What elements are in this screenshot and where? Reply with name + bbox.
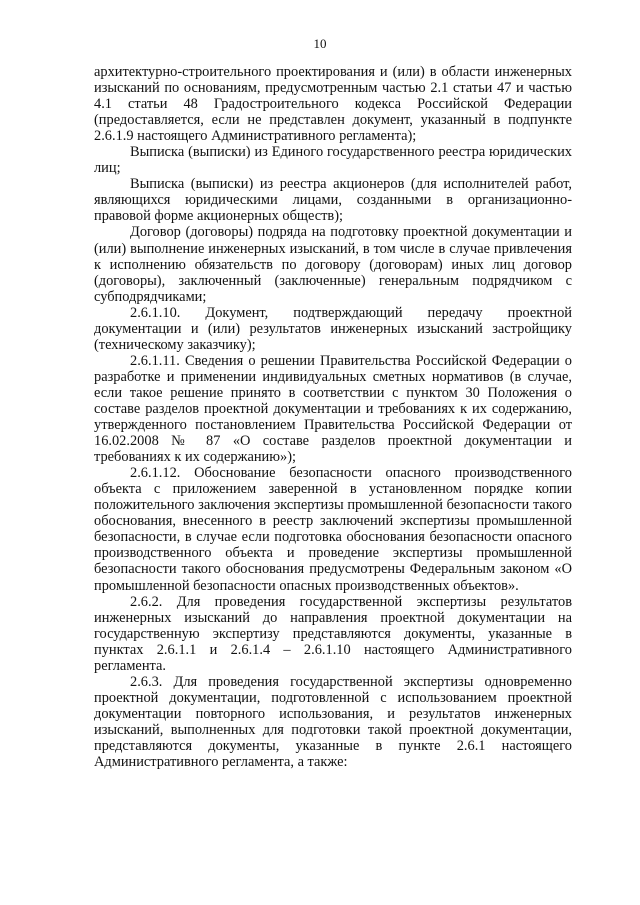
document-body bbox=[94, 64, 572, 770]
paragraph-2-6-3: 2.6.3. Для проведения государственной экспертизы одновременно проектной документации, подготовленной с использованием проектной документации повторного использования, и результатов инженерных изысканий, выполненных для подготовки такой проектной документации, представляются документы, указанные в пункте 2.6.1 настоящего Административного регламента, а также: bbox=[94, 673, 572, 771]
paragraph-2-6-1-11: 2.6.1.11. Сведения о решении Правительства Российской Федерации о разработке и применении индивидуальных сметных нормативов (в случае, если такое решение принято в соответствии с пунктом 30 Положения о составе разделов проектной документации и требованиях к их содержанию, утвержденного постановлением Правительства Российской Федерации от 16.02.2008 № 87 «О составе разделов проектной документации и требованиях к их содержанию»); bbox=[94, 352, 572, 466]
paragraph-2-6-1-10: 2.6.1.10. Документ, подтверждающий передачу проектной документации и (или) результатов инженерных изысканий застройщику (техническому заказчику); bbox=[94, 304, 572, 353]
paragraph-shareholders-extract: Выписка (выписки) из реестра акционеров (для исполнителей работ, являющихся юридическими лицами, созданными в организационно-правовой форме акционерных обществ); bbox=[94, 176, 572, 225]
paragraph-2-6-1-12: 2.6.1.12. Обоснование безопасности опасного производственного объекта с приложением заверенной в установленном порядке копии положительного заключения экспертизы промышленной безопасности такого обоснования, внесенного в реестр заключений экспертизы промышленной безопасности, в случае если подготовка обоснования безопасности опасного производственного объекта и проведение экспертизы промышленной безопасности такого обоснования предусмотрены Федеральным законом «О промышленной безопасности опасных производственных объектов». bbox=[94, 465, 572, 594]
paragraph-egrul-extract: Выписка (выписки) из Единого государственного реестра юридических лиц; bbox=[94, 144, 572, 177]
paragraph-continuation: архитектурно-строительного проектирования и (или) в области инженерных изысканий по основаниям, предусмотренным частью 2.1 статьи 47 и частью 4.1 статьи 48 Градостроительного кодекса Российской Федерации (предоставляется, если не представлен документ, указанный в подпункте 2.6.1.9 настоящего Административного регламента); bbox=[94, 64, 572, 145]
paragraph-contract: Договор (договоры) подряда на подготовку проектной документации и (или) выполнение инженерных изысканий, в том числе в случае привлечения к исполнению обязательств по договору (договорам) иных лиц договор (договоры), заключенный (заключенные) генеральным подрядчиком с субподрядчиками; bbox=[94, 224, 572, 305]
paragraph-2-6-2: 2.6.2. Для проведения государственной экспертизы результатов инженерных изысканий до направления проектной документации на государственную экспертизу представляются документы, указанные в пунктах 2.6.1.1 и 2.6.1.4 – 2.6.1.10 настоящего Административного регламента. bbox=[94, 593, 572, 674]
page-number: 10 bbox=[313, 36, 327, 51]
